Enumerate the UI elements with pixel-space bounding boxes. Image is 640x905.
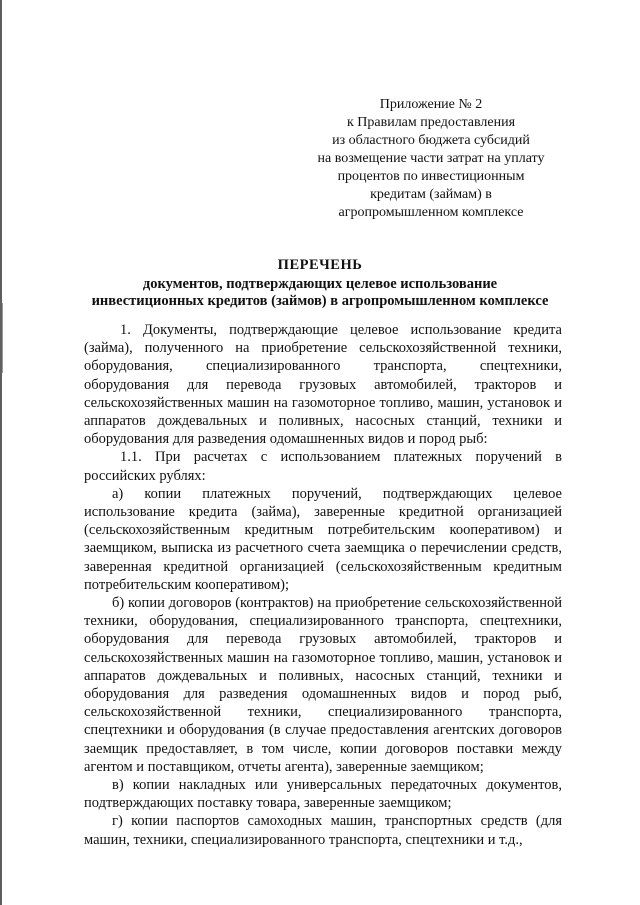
- scan-edge-mark: [2, 303, 3, 373]
- title-main: ПЕРЕЧЕНЬ: [277, 257, 363, 273]
- appendix-header: [300, 96, 562, 222]
- document-body: [84, 321, 562, 849]
- title-subtitle-line-1: документов, подтверждающих целевое использование: [142, 276, 498, 292]
- scan-edge-line: [0, 0, 2, 905]
- title-subtitle-line-2: инвестиционных кредитов (займов) в агропромышленном комплексе: [91, 293, 549, 309]
- appendix-line: процентов по инвестиционным: [337, 169, 525, 184]
- paragraph-b: б) копии договоров (контрактов) на приобретение сельскохозяйственной техники, оборудования, специализированного транспорта, спецтехники, оборудования для перевода грузовых автомобилей, тракторов и сельскохозяйственных машин на газомоторное топливо, машин, установок и аппаратов дождевальных и поливных, насосных станций, техники и оборудования для разведения одомашненных видов и пород рыб, сельскохозяйственной техники, специализированного транспорта, спецтехники и оборудования (в случае предоставления агентских договоров заемщик предоставляет, в том числе, копии договоров поставки между агентом и поставщиком, отчеты агента), заверенные заемщиком;: [84, 595, 562, 775]
- paragraph-1: 1. Документы, подтверждающие целевое использование кредита (займа), полученного на приобретение сельскохозяйственной техники, оборудования, специализированного транспорта, спецтехники, оборудования для перевода грузовых автомобилей, тракторов и сельскохозяйственных машин на газомоторное топливо, машин, установок и аппаратов дождевальных и поливных, насосных станций, техники и оборудования для разведения одомашненных видов и пород рыб:: [84, 322, 562, 448]
- paragraph-1-1: 1.1. При расчетах с использованием платежных поручений в российских рублях:: [84, 449, 562, 484]
- appendix-line: на возмещение части затрат на уплату: [317, 151, 545, 166]
- paragraph-g: г) копии паспортов самоходных машин, транспортных средств (для машин, техники, специализированного транспорта, спецтехники и т.д.,: [84, 813, 562, 848]
- appendix-line: из областного бюджета субсидий: [332, 133, 530, 148]
- appendix-line: к Правилам предоставления: [346, 115, 516, 130]
- appendix-line: кредитам (займам) в: [370, 187, 492, 202]
- paragraph-v: в) копии накладных или универсальных передаточных документов, подтверждающих поставку товара, заверенные заемщиком;: [84, 777, 562, 812]
- paragraph-a: а) копии платежных поручений, подтверждающих целевое использование кредита (займа), заверенные кредитной организацией (сельскохозяйственным кредитным потребительским кооперативом) и заемщиком, выписка из расчетного счета заемщика о перечислении средств, заверенная кредитной организацией (сельскохозяйственным кредитным потребительским кооперативом);: [84, 485, 562, 593]
- document-title: [60, 257, 580, 310]
- appendix-line: агропромышленном комплексе: [338, 205, 524, 220]
- appendix-line: Приложение № 2: [379, 97, 483, 112]
